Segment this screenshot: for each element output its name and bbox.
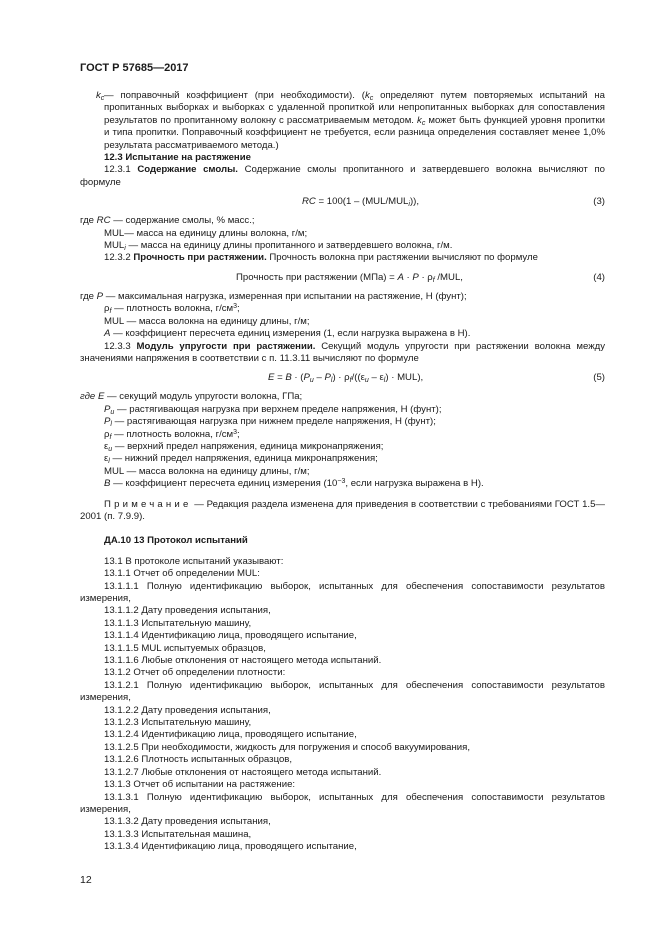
list-item: 13.1.1.1 Полную идентификацию выборок, испытанных для обеспечения сопоставимости результатов измерения, (80, 580, 605, 604)
section-12-3-1: 12.3.1 Содержание смолы. Содержание смолы пропитанного и затвердевшего волокна вычисляют по формуле (80, 164, 605, 188)
list-item: 13.1.3.4 Идентификацию лица, проводящего испытание, (104, 841, 357, 853)
page-number: 12 (80, 874, 92, 886)
list-item: 13.1.3.2 Дату проведения испытания, (104, 816, 271, 828)
list-item: 13.1.1.2 Дату проведения испытания, (104, 605, 271, 617)
list-item: 13.1.1 Отчет об определении MUL: (104, 568, 260, 580)
list-item: 13.1.3 Отчет об испытании на растяжение: (104, 779, 296, 791)
note-label: Примечание (104, 498, 192, 510)
p-definition: где P — максимальная нагрузка, измеренная при испытании на растяжение, Н (фунт); (80, 290, 467, 302)
page-header: ГОСТ Р 57685—2017 (80, 62, 189, 74)
list-item: 13.1.2.5 При необходимости, жидкость для погружения и способ вакуумирования, (104, 741, 471, 753)
list-item: 13.1.1.5 MUL испытуемых образцов, (104, 642, 266, 654)
kc-definition (80, 90, 605, 152)
list-item: 13.1.2.7 Любые отклонения от настоящего метода испытаний. (104, 766, 382, 778)
kc-text: — поправочный коэффициент (при необходимости). ($k_c$ определяют путем повторяемых испытаний на пропитанных выборках и выборках с удаленной пропиткой или непропитанных выборках для сопоставления результатов по пропитанному волокну с рассматриваемым методом. $k_c$ может быть функцией уровня пропитки и типа пропитки. Поправочный коэффициент не требуется, если разница определения составляет менее 1,0% результата рассматриваемого метода.) (104, 90, 605, 151)
mul-definition-2: MUL — масса волокна на единицу длины, г/м; (104, 315, 310, 327)
list-item: 13.1.2.2 Дату проведения испытания, (104, 704, 271, 716)
pl-definition: $P_l$ — растягивающая нагрузка при нижнем пределе напряжения, Н (фунт); (104, 416, 436, 429)
b-definition: B — коэффициент пересчета единиц измерения ($10^{-3}$, если нагрузка выражена в Н). (104, 478, 484, 490)
rc-definition: где RC — содержание смолы, % масс.; (80, 215, 255, 227)
mul-definition-3: MUL — масса волокна на единицу длины, г/м; (104, 465, 310, 477)
mul-definition: MUL— масса на единицу длины волокна, г/м; (104, 227, 308, 239)
list-item: 13.1.2.1 Полную идентификацию выборок, испытанных для обеспечения сопоставимости результатов измерения, (80, 679, 605, 704)
section-12-3-3: 12.3.3 Модуль упругости при растяжении. Секущий модуль упругости при растяжении волокна между значениями напряжения в соответствии с п. 11.3.11 вычисляют по формуле (80, 340, 606, 364)
section-12-3-title: 12.3 Испытание на растяжение (104, 152, 251, 164)
list-item: 13.1.3.1 Полную идентификацию выборок, испытанных для обеспечения сопоставимости результатов измерения, (80, 791, 605, 815)
da10-title: ДА.10 13 Протокол испытаний (104, 535, 248, 547)
list-item: 13.1.2 Отчет об определении плотности: (104, 667, 286, 679)
e-definition: где E — секущий модуль упругости волокна, ГПа; (80, 391, 303, 403)
page-content (80, 90, 605, 854)
note: Примечание — Редакция раздела изменена для приведения в соответствии с требованиями ГОСТ 1.5—2001 (п. 7.9.9). (80, 498, 605, 522)
formula-5: $E = B \cdot (P_u - P_l) \cdot \rho_f/((\varepsilon_u - \varepsilon_l) \cdot MUL)$, (5) (80, 369, 605, 387)
list-item: 13.1 В протоколе испытаний указывают: (104, 555, 284, 567)
eu-definition: $\varepsilon_u$ — верхний предел напряжения, единица микронапряжения; (104, 440, 384, 453)
kc-symbol: $k_c$ (96, 90, 105, 102)
rho-definition: $\rho_f$ — плотность волокна, $г/см^3$; (104, 303, 240, 316)
rho-definition-2: $\rho_f$ — плотность волокна, $г/см^3$; (104, 428, 240, 441)
list-item: 13.1.1.3 Испытательную машину, (104, 617, 252, 629)
equation-number-5: (5) (593, 372, 605, 384)
list-item: 13.1.1.4 Идентификацию лица, проводящего испытание, (104, 630, 357, 642)
list-item: 13.1.1.6 Любые отклонения от настоящего метода испытаний. (104, 655, 382, 667)
list-item: 13.1.3.3 Испытательная машина, (104, 828, 252, 840)
equation-number-4: (4) (593, 271, 605, 283)
el-definition: $\varepsilon_l$ — нижний предел напряжения, единица микронапряжения; (104, 453, 378, 466)
formula-4: Прочность при растяжении $(МПа) = A \cdot P \cdot \rho_f$ /MUL, (4) (80, 269, 605, 287)
a-definition: A — коэффициент пересчета единиц измерения (1, если нагрузка выражена в Н). (104, 328, 471, 340)
muli-definition: $MUL_i$ — масса на единицу длины пропитанного и затвердевшего волокна, г/м. (104, 240, 453, 253)
protocol-list (80, 556, 605, 854)
equation-number-3: (3) (593, 196, 605, 208)
formula-3: RC = $100(1 - (MUL/MUL_i))$, (3) (80, 193, 605, 211)
list-item: 13.1.2.3 Испытательную машину, (104, 717, 252, 729)
list-item: 13.1.2.6 Плотность испытанных образцов, (104, 754, 293, 766)
section-12-3-2: 12.3.2 Прочность при растяжении. Прочность волокна при растяжении вычисляют по формуле (104, 252, 538, 264)
list-item: 13.1.2.4 Идентификацию лица, проводящего испытание, (104, 729, 357, 741)
pu-definition: $P_u$ — растягивающая нагрузка при верхнем пределе напряжения, Н (фунт); (104, 403, 442, 416)
